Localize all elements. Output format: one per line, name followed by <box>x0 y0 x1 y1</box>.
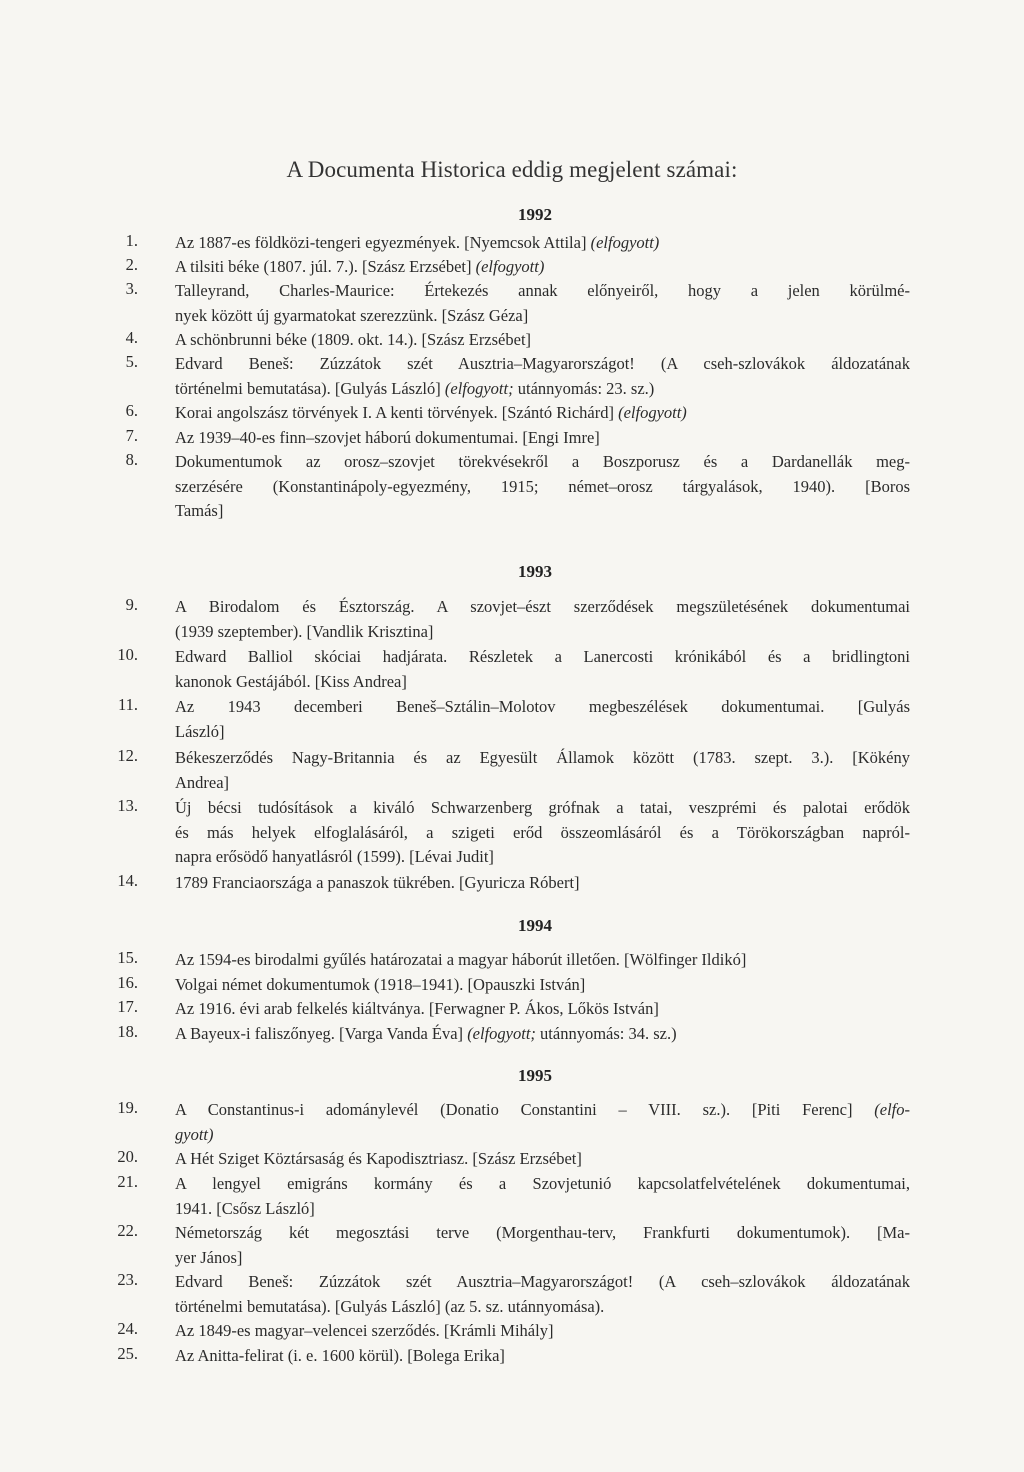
item-text-line: történelmi bemutatása). [Gulyás László] (az 5. sz. utánnyomása). <box>175 1296 605 1316</box>
item-number: 24. <box>117 1319 138 1338</box>
item-number: 10. <box>117 645 138 664</box>
year-heading: 1992 <box>518 205 552 224</box>
item-number: 16. <box>117 973 138 992</box>
item-number: 6. <box>125 401 138 420</box>
item-text-line: Dokumentumok az orosz–szovjet törekvésekről a Boszporusz és a Dardanellák meg- <box>175 452 910 471</box>
item-text <box>175 695 910 744</box>
year-heading: 1995 <box>518 1066 552 1085</box>
item-text-line: Az 1939–40-es finn–szovjet háború dokumentumai. [Engi Imre] <box>175 428 600 447</box>
item-text-line: A Constantinus-i adománylevél (Donatio Constantini – VIII. sz.). [Piti Ferenc] (elfo- <box>175 1100 910 1119</box>
item-text <box>175 1172 910 1221</box>
item-text <box>175 255 910 280</box>
item-text <box>175 1319 910 1344</box>
item-number: 23. <box>117 1270 138 1289</box>
item-text-line: Korai angolszász törvények I. A kenti törvények. [Szántó Richárd] (elfogyott) <box>175 403 687 422</box>
item-text <box>175 352 910 401</box>
item-number: 9. <box>125 595 138 614</box>
item-text <box>175 871 910 896</box>
item-number: 5. <box>125 352 138 371</box>
item-text-line: Az 1594-es birodalmi gyűlés határozatai a magyar háborút illetően. [Wölfinger Ildikó] <box>175 950 747 969</box>
item-text-line: Az 1887-es földközi-tengeri egyezmények. [Nyemcsok Attila] (elfogyott) <box>175 233 660 252</box>
item-text-line: 1789 Franciaországa a panaszok tükrében. [Gyuricza Róbert] <box>175 873 580 892</box>
item-text-line: Németország két megosztási terve (Morgenthau-terv, Frankfurti dokumentumok). [Ma- <box>175 1223 910 1242</box>
item-text <box>175 1098 910 1147</box>
item-text <box>175 645 910 694</box>
item-text <box>175 1270 910 1319</box>
item-number: 1. <box>125 231 138 250</box>
item-number: 19. <box>117 1098 138 1117</box>
item-number: 3. <box>125 279 138 298</box>
item-text-line: Edvard Beneš: Zúzzátok szét Ausztria–Magyarországot! (A cseh–szlovákok áldozatának <box>175 1272 910 1291</box>
item-number: 2. <box>125 255 138 274</box>
item-text <box>175 997 910 1022</box>
item-number: 20. <box>117 1147 138 1166</box>
item-text <box>175 401 910 426</box>
item-text <box>175 796 910 870</box>
item-text-line: szerzésére (Konstantinápoly-egyezmény, 1915; német–orosz tárgyalások, 1940). [Boros <box>175 476 910 496</box>
item-text <box>175 328 910 353</box>
item-text-line: 1941. [Csősz László] <box>175 1198 315 1218</box>
item-text-line: történelmi bemutatása). [Gulyás László] (elfogyott; utánnyomás: 23. sz.) <box>175 378 655 398</box>
item-number: 22. <box>117 1221 138 1240</box>
item-text <box>175 746 910 795</box>
item-text <box>175 231 910 256</box>
item-text <box>175 1344 910 1369</box>
year-heading: 1993 <box>518 562 552 581</box>
item-text <box>175 279 910 328</box>
item-number: 18. <box>117 1022 138 1041</box>
item-text <box>175 1221 910 1270</box>
item-text-line: A Bayeux-i faliszőnyeg. [Varga Vanda Éva] (elfogyott; utánnyomás: 34. sz.) <box>175 1024 677 1043</box>
item-number: 17. <box>117 997 138 1016</box>
item-text-line: (1939 szeptember). [Vandlik Krisztina] <box>175 621 434 641</box>
item-text <box>175 450 910 524</box>
item-text <box>175 1022 910 1047</box>
item-text-line: Volgai német dokumentumok (1918–1941). [Opauszki István] <box>175 975 586 994</box>
year-heading: 1994 <box>518 916 552 935</box>
item-text-line: gyott) <box>175 1124 214 1144</box>
item-number: 21. <box>117 1172 138 1191</box>
item-text <box>175 948 910 973</box>
item-text-line: Edward Balliol skóciai hadjárata. Részletek a Lanercosti krónikából és a bridlingtoni <box>175 647 910 666</box>
item-number: 13. <box>117 796 138 815</box>
item-number: 8. <box>125 450 138 469</box>
page-title: A Documenta Historica eddig megjelent számai: <box>286 157 738 182</box>
item-text-line: Az 1849-es magyar–velencei szerződés. [Krámli Mihály] <box>175 1321 554 1340</box>
item-text-line: Tamás] <box>175 501 224 520</box>
item-text-line: Az Anitta-felirat (i. e. 1600 körül). [Bolega Erika] <box>175 1346 505 1365</box>
item-text-line: napra erősödő hanyatlásról (1599). [Lévai Judit] <box>175 847 494 866</box>
item-text-line: Új bécsi tudósítások a kiváló Schwarzenberg grófnak a tatai, veszprémi és palotai erődök <box>175 798 910 817</box>
item-text <box>175 973 910 998</box>
item-text-line: A Birodalom és Észtország. A szovjet–észt szerződések megszületésének dokumentumai <box>175 597 910 616</box>
item-text-line: Az 1916. évi arab felkelés kiáltványa. [Ferwagner P. Ákos, Lőkös István] <box>175 999 659 1018</box>
item-text-line: és más helyek elfoglalásáról, a szigeti erőd összeomlásáról és a Törökországban napról- <box>175 822 910 842</box>
item-number: 12. <box>117 746 138 765</box>
item-number: 11. <box>117 695 138 714</box>
item-text-line: Békeszerződés Nagy-Britannia és az Egyesült Államok között (1783. szept. 3.). [Kökény <box>175 748 910 767</box>
item-text <box>175 426 910 451</box>
item-number: 25. <box>117 1344 138 1363</box>
item-text-line: A lengyel emigráns kormány és a Szovjetunió kapcsolatfelvételének dokumentumai, <box>175 1174 910 1193</box>
item-number: 7. <box>125 426 138 445</box>
item-text-line: A Hét Sziget Köztársaság és Kapodisztriasz. [Szász Erzsébet] <box>175 1149 582 1168</box>
item-text-line: A tilsiti béke (1807. júl. 7.). [Szász Erzsébet] (elfogyott) <box>175 257 545 276</box>
item-text <box>175 1147 910 1172</box>
item-text-line: A schönbrunni béke (1809. okt. 14.). [Szász Erzsébet] <box>175 330 532 349</box>
item-text-line: kanonok Gestájából. [Kiss Andrea] <box>175 671 407 691</box>
item-text-line: yer János] <box>175 1247 243 1267</box>
item-text-line: nyek között új gyarmatokat szerezzünk. [Szász Géza] <box>175 305 529 325</box>
item-text-line: Talleyrand, Charles-Maurice: Értekezés annak előnyeiről, hogy a jelen körülmé- <box>175 281 910 300</box>
item-text <box>175 595 910 644</box>
item-number: 15. <box>117 948 138 967</box>
item-text-line: Andrea] <box>175 772 230 792</box>
item-number: 4. <box>125 328 138 347</box>
item-number: 14. <box>117 871 138 890</box>
item-text-line: László] <box>175 721 225 741</box>
item-text-line: Az 1943 decemberi Beneš–Sztálin–Molotov megbeszélések dokumentumai. [Gulyás <box>175 697 910 716</box>
item-text-line: Edvard Beneš: Zúzzátok szét Ausztria–Magyarországot! (A cseh-szlovákok áldozatának <box>175 354 910 373</box>
